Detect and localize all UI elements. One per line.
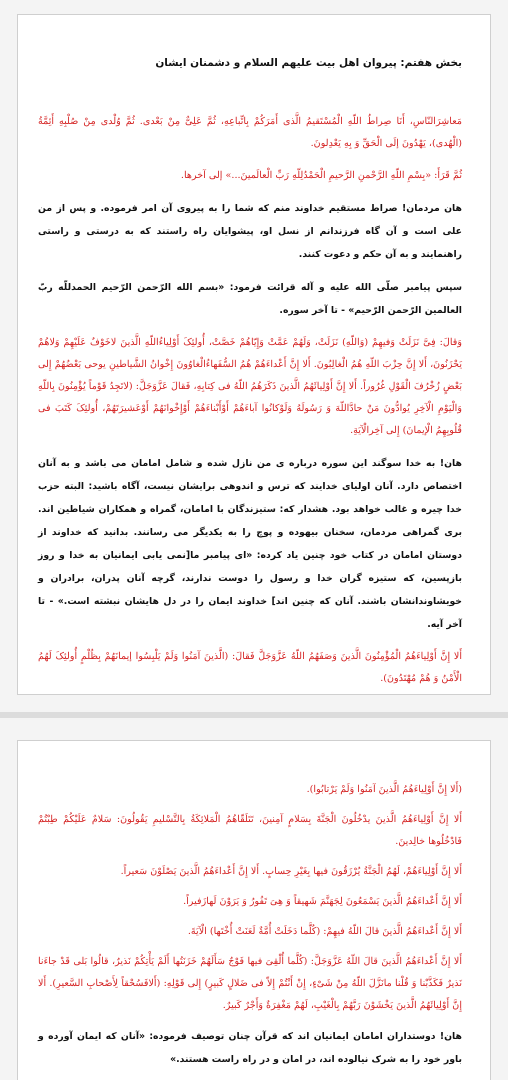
arabic-paragraph: أَلا إِنَّ أَوْلِیاءَهُمُ الَّذینَ یدْخُلُونَ الْجَنَّةَ بِسَلامٍ آمِنینَ، تَتَلَقّاهُمُ الْمَلائِکَةُ بِالتَّسْلیمِ یَقُولُونَ: سَلامٌ عَلَیْکُمْ طِبْتُمْ فَادْخُلُوها خالِدینَ. [38, 814, 462, 847]
arabic-paragraph: وَقالَ: فِیَّ نَزَلَتْ وَفیهِمْ (وَاللّهِ) نَزَلَتْ، وَلَهُمْ عَمَّتْ وَإِیّاهُمْ خَصَّتْ، أُولئِکَ أَوْلِیاءُاللّهِ الَّذینَ لاخَوْفٌ عَلَیْهِمْ وَلاهُمْ یَحْزَنُونَ، أَلا إِنَّ حِزْبَ اللّهِ هُمُ الْغالِبُونَ. أَلا إِنَّ أَعْداءَهُمْ هُمُ السُّفَهاءُالْغاوُونَ إِخْوانُ الشَّیاطینِ یوحی بَعْضُهُمْ إِلی بَعْضٍ زُخْرُفَ الْقَوْلِ غُرُوراً. أَلا إِنَّ أَوْلِیائَهُمُ الَّذینَ ذَکَرَهُمُ اللّهُ فی کِتابِهِ، فَقالَ عَزَّوَجَلَّ: (لاتَجِدُ قَوْماً یُؤْمِنُونَ بِاللّهِ وَالْیَوْمِ الْآخِرِ یُوادُّونَ مَنْ حادَّاللّهَ وَ رَسُولَهُ وَلَوْکانُوا آباءَهُمْ أَوْأَبْناءَهُمْ أَوْإِخْوانَهُمْ أَوْعَشیرَتَهُمْ، أُولئِکَ کَتَبَ فی قُلُوبِهِمُ الْإیمانَ) إِلی آخِرالْآیَةِ. [38, 337, 462, 436]
section-heading: بخش هفتم: پیروان اهل بیت علیهم السلام و دشمنان ایشان [155, 57, 462, 69]
persian-paragraph: سپس پیامبر صلّی الله علیه و آله قرائت فرمود: «بسم الله الرّحمن الرّحیم الحمدللّه ربّ العالمین الرّحمن الرّحیم» - تا آخر سوره. [38, 282, 462, 316]
persian-paragraph: هان مردمان! صراط مستقیم خداوند منم که شما را به پیروی آن امر فرموده. و پس از من علی است و آن گاه فرزندانم از نسل او، پیشوایان راه راستند که به درستی و راستی راهنمایند و به آن حکم و دعوت کنند. [38, 203, 462, 260]
arabic-paragraph: أَلا إِنَّ أَعْداءَهُمُ الَّذینَ قالَ اللّهُ فیهِمْ: (کُلَّما دَخَلَتْ أُمَّةٌ لَعَنَتْ أُخْتَها) الْآیَةَ. [187, 926, 462, 937]
document-page-1 [17, 14, 491, 695]
arabic-paragraph: (أَلا إِنَّ أَوْلِیاءَهُمُ الَّذینَ آمَنُوا وَلَمْ یَرْتابُوا). [306, 784, 462, 795]
page-content [18, 15, 490, 690]
arabic-paragraph: ثُمَّ قَرَأَ: «بِسْمِ اللّهِ الرَّحْمنِ الرَّحیمِ الْحَمْدُلِلّهِ رَبِّ الْعالَمینَ...» إلی آخرها. [180, 170, 462, 181]
document-page-2 [17, 740, 491, 1080]
page-separator [0, 712, 508, 718]
arabic-paragraph: أَلا إِنَّ أَعْداءَهُمُ الَّذینَ یَسْمَعُونَ لِجَهَنَّمَ شَهیقاً وَ هِیَ تَفُورُ وَ یَرَوْنَ لَهازَفیراً. [183, 896, 462, 907]
arabic-paragraph: أَلا إِنَّ أَوْلِیاءَهُمْ، لَهُمُ الْجَنَّةُ یُرْزَقُونَ فیها بِغَیْرِ حِسابٍ. أَلا إِنَّ أَعْداءَهُمُ الَّذینَ یَصْلَوْنَ سَعیراً. [120, 866, 462, 877]
arabic-paragraph: مَعاشِرَالنّاسِ، أَنَا صِراطُ اللّهِ الْمُسْتَقیمُ الَّذی أَمَرَکُمْ بِاتِّباعِهِ، ثُمَّ عَلِیٌّ مِنْ بَعْدی. ثُمَّ وُلْدی مِنْ صُلْبِهِ أَئِمَّةُ (الْهُدی)، یَهْدُونَ إلَی الْحَقِّ وَ بِهِ یَعْدِلونَ. [38, 116, 462, 149]
arabic-paragraph: أَلا إِنَّ أَعْداءَهُمُ الَّذینَ قالَ اللّهُ عَزَّوَجَلَّ: (کُلَّما أُلْقِیَ فیها فَوْجٌ سَأَلَهُمْ خَزَنَتُها أَلَمْ یَأْتِکُمْ نَذیرٌ، قالُوا بَلی قَدْ جاءَنا نَذیرٌ فَکَذَّبْنا وَ قُلْنا مانَزَّلَ اللّهُ مِنْ شَیْءٍ، إِنْ أَنْتُمْ إِلاّ فی ضَلالٍ کَبیرٍ) إِلی قَوْلِهِ: (أَلافَسُحْقاً لِأَصْحابِ السَّعیرِ). أَلا إِنَّ أَوْلِیائَهُمُ الَّذینَ یَخْشَوْنَ رَبَّهُمْ بِالْغَیْبِ، لَهُمْ مَغْفِرَةٌ وَأَجْرٌ کَبیرٌ. [38, 956, 462, 1011]
persian-paragraph: هان! به خدا سوگند این سوره درباره ی من نازل شده و شامل امامان می باشد و به آنان اختصاص دارد. آنان اولیای خدایند که ترس و اندوهی برایشان نیست، آگاه باشید: البته حزب خدا چیره و غالب خواهد بود. هشدار که: ستیزندگان با امامان، گمراه و همکاران شیاطین اند. بری گمراهی مردمان، سخنان بیهوده و پوچ را به یکدیگر می رسانند. بدانید که خداوند از دوستان امامان در کتاب خود چنین یاد کرده: «ای پیامبر ما[نمی یابی ایمانیان به خدا و روز بازپسین، که ستیزه گران خدا و رسول را دوست ندارند، گرچه آنان پدران، برادران و خویشاوندانشان باشند. آنان که چنین اند] خداوند ایمان را در دل هایشان نبشته است.» - تا آخر آیه. [38, 458, 462, 630]
arabic-paragraph: أَلا إِنَّ أَوْلِیاءَهُمُ الْمُؤْمِنُونَ الَّذینَ وَصَفَهُمُ اللّهُ عَزَّوَجَلَّ فَقالَ: (الَّذینَ آمَنُوا وَلَمْ یَلْبِسُوا إیمانَهُمْ بِظُلْمٍ أُولئِکَ لَهُمُ الْأَمْنُ وَ هُمْ مُهْتَدُونَ). [38, 651, 462, 684]
persian-paragraph: هان! دوستداران امامان ایمانیان اند که قرآن چنان توصیف فرموده: «آنان که ایمان آورده و باور خود را به شرک نیالوده اند، در امان و در راه راست هستند.» [38, 1031, 462, 1065]
page-content [18, 741, 490, 1071]
